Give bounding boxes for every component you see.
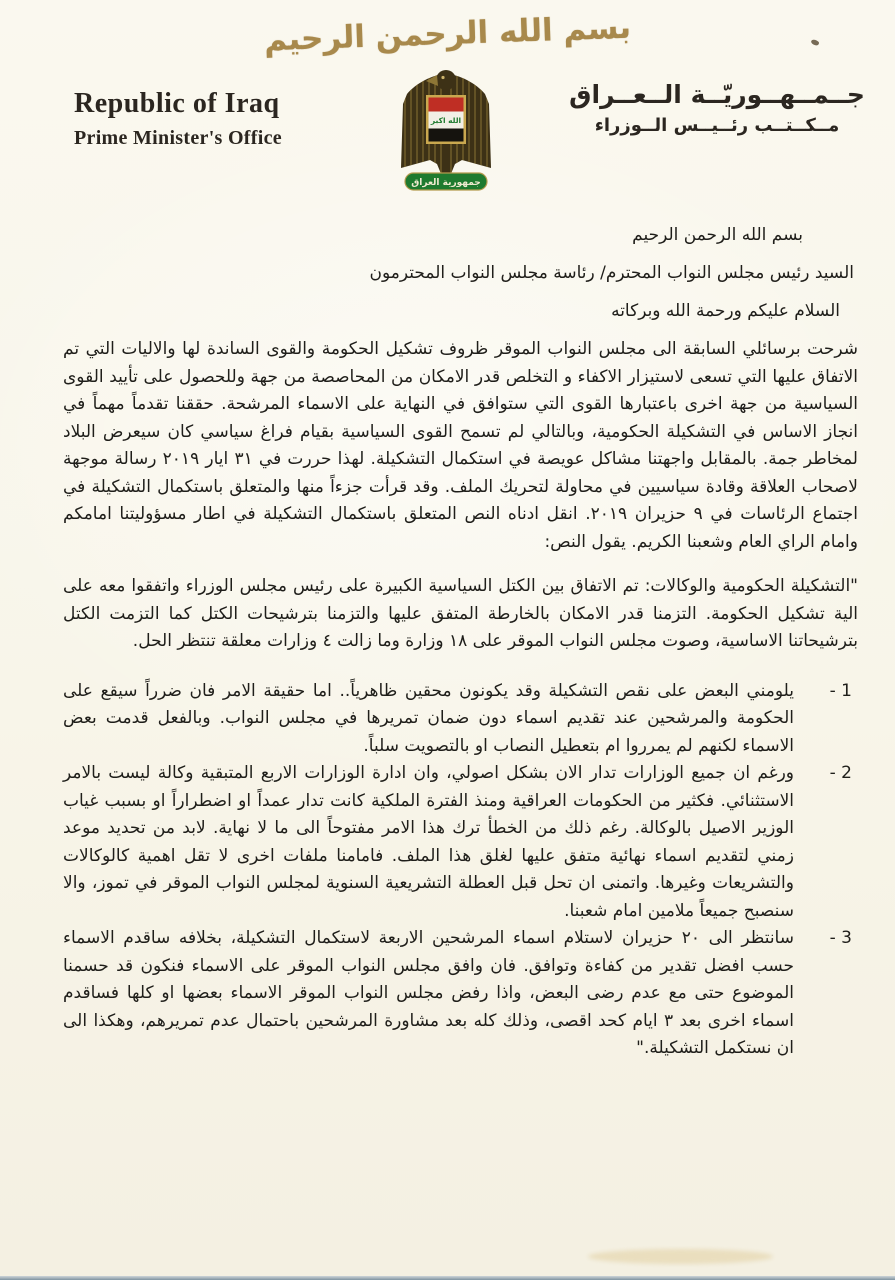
letterhead-arabic xyxy=(557,80,877,136)
eagle-head xyxy=(436,70,456,90)
letterhead-english xyxy=(74,88,282,150)
list-item-marker: 2 - xyxy=(829,763,852,783)
list-item-marker: 1 - xyxy=(829,680,852,701)
list-item-marker: 3 - xyxy=(829,928,852,948)
shield-takbir-text: الله اكبر xyxy=(430,116,462,125)
arabic-subtitle: مــكــتــب رئــيــس الــوزراء xyxy=(594,115,840,136)
list-item xyxy=(63,678,858,761)
eagle-eye xyxy=(441,76,444,79)
addressee-line: السيد رئيس مجلس النواب المحترم/ رئاسة مجلس النواب المحترمون xyxy=(369,263,854,283)
arabic-title: جــمــهــوريّــة الــعــراق xyxy=(569,80,865,109)
list-item-text: يلومني البعض على نقص التشكيلة وقد يكونون محقين ظاهرياً.. اما حقيقة الامر فان ضرراً سيقع على الحكومة والمرشحين عند تقديم اسماء دون ضمان تمريرها في مجلس النواب. وبالفعل قدمت بعض الاسماء لكنهم لم يمرروا ام بتعطيل النصاب او بالتصويت سلباً. xyxy=(63,680,794,756)
english-subtitle: Prime Minister's Office xyxy=(74,127,282,149)
scan-smudge xyxy=(588,1249,773,1264)
numbered-list xyxy=(63,678,858,1063)
flag-shield xyxy=(426,95,466,144)
banner-text: جمهورية العراق xyxy=(411,178,481,188)
list-item xyxy=(63,925,858,1063)
scan-speck xyxy=(810,39,819,47)
letter-body xyxy=(63,222,858,1063)
paragraph-quote: "التشكيلة الحكومية والوكالات: تم الاتفاق بين الكتل السياسية الكبيرة على رئيس مجلس الوزراء واتفقوا معه على الية تشكيل الحكومة. التزمنا قدر الامكان بالخارطة المتفق عليها والتزمنا بترشيحات الكتل كما التزمت الكتل بترشيحاتنا الاساسية، وصوت مجلس النواب الموقر على ١٨ وزارة وما زالت ٤ وزارات معلقة تنتظر الحل. xyxy=(63,576,858,651)
bismillah-line: بسم الله الرحمن الرحيم xyxy=(632,225,803,245)
list-item-text: سانتظر الى ٢٠ حزيران لاستلام اسماء المرشحين الاربعة لاستكمال التشكيلة، بخلافه ساقدم الاسماء حسب افضل تقدير من كفاءة وتوافق. فان وافق مجلس النواب الموقر على الاسماء فنكون قد حسمنا الموضوع حتى مع عدم رضى البعض، واذا رفض مجلس النواب الموقر الاسماء بعضها او كلها فساقدم اسماء اخرى بعد ٣ ايام كحد اقصى، وذلك كله بعد مشاورة المرشحين باحتمال عدم تمريرهم، وهكذا الى ان نستكمل التشكيلة." xyxy=(63,928,794,1058)
iraq-coat-of-arms-icon xyxy=(384,60,508,198)
scan-bottom-edge xyxy=(0,1276,895,1280)
english-title: Republic of Iraq xyxy=(74,88,280,119)
paragraph-intro: شرحت برسائلي السابقة الى مجلس النواب الموقر ظروف تشكيل الحكومة والقوى الساندة لها والاليات التي تم الاتفاق عليها التي تسعى لاستيزار الاكفاء و التخلص قدر الامكان من المحاصصة من جهة وللحصول على تأييد القوى السياسية من جهة اخرى باعتبارها القوى التي ستوافق في النهاية على الاسماء المرشحة. حققنا تقدماً مهماً في انجاز الاساس في التشكيلة الحكومية، وبالتالي لم تسمح القوى السياسية بقيام فراغ سياسي كان سيعرض البلاد لمخاطر جمة. بالمقابل واجهتنا مشاكل عويصة في استكمال التشكيلة. لهذا حررت في ٣١ ايار ٢٠١٩ رسالة موجهة لاصحاب العلاقة وقادة سياسيين في محاولة لتحريك الملف. وقد قرأت جزءاً منها والمتعلق باستكمال التشكيلة في اجتماع الرئاسات في ٩ حزيران ٢٠١٩. انقل ادناه النص المتعلق باستكمال التشكيلة في اطار مسؤوليتنا امامكم وامام الراي العام وشعبنا الكريم. يقول النص: xyxy=(63,339,858,552)
greeting-line: السلام عليكم ورحمة الله وبركاته xyxy=(611,301,840,321)
list-item-text: ورغم ان جميع الوزارات تدار الان بشكل اصولي، وان ادارة الوزارات الاربع المتبقية وكالة ليست بالامر الاستثنائي. فكثير من الحكومات العراقية ومنذ الفترة الملكية كانت تدار عمداً او اضطراراً او بسبب غياب الوزير الاصيل بالوكالة. رغم ذلك من الخطأ ترك هذا الامر مفتوحاً الى ما لا نهاية. لابد من تحديد موعد زمني لتقديم اسماء نهائية متفق عليها لغلق هذا الملف. فامامنا ملفات اخرى لا تقل اهمية كالوكالات والتشريعات وغيرها. واتمنى ان تحل قبل العطلة التشريعية السنوية لمجلس النواب الموقر في تموز، والا سنصبح جميعاً ملامين امام شعبنا. xyxy=(63,763,794,921)
bismillah-calligraphy: بسم الله الرحمن الرحيم xyxy=(263,9,632,59)
emblem-banner xyxy=(405,173,487,190)
list-item xyxy=(63,760,858,925)
